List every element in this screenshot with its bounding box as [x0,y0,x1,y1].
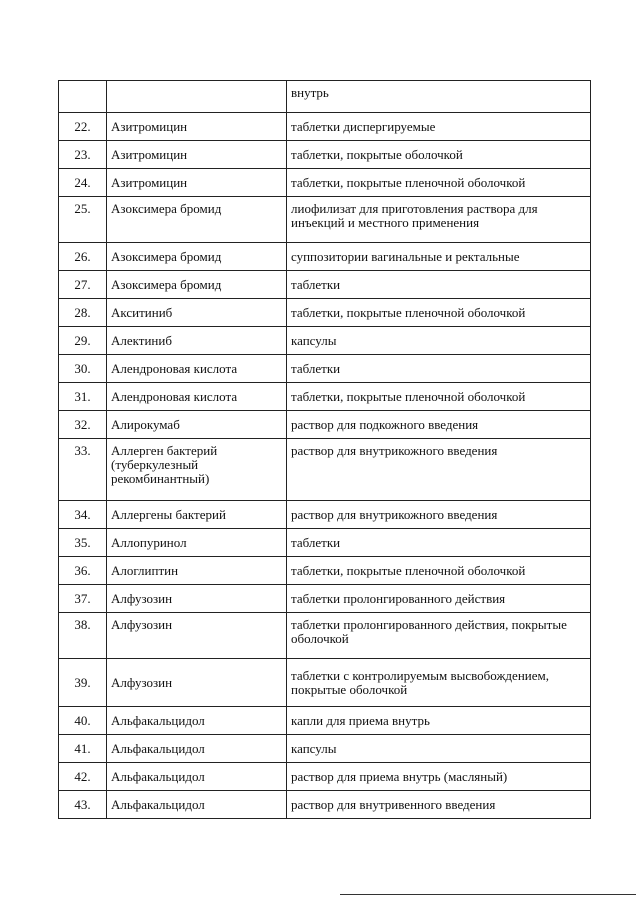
table-row [59,659,591,707]
row-number-cell: 26. [59,243,107,271]
footer-rule [340,894,636,895]
dosage-form-cell: внутрь [287,81,591,113]
table-row [59,585,591,613]
table-row [59,411,591,439]
dosage-form-cell: раствор для приема внутрь (масляный) [287,763,591,791]
dosage-form-cell: капсулы [287,735,591,763]
table-row [59,613,591,659]
table-row [59,271,591,299]
drug-name-cell: Алфузозин [107,613,287,659]
table-row [59,327,591,355]
dosage-form-cell: раствор для подкожного введения [287,411,591,439]
dosage-form-cell: таблетки, покрытые пленочной оболочкой [287,299,591,327]
row-number-cell: 33. [59,439,107,501]
table-row [59,81,591,113]
row-number-cell: 40. [59,707,107,735]
table-row [59,383,591,411]
table-row [59,791,591,819]
drug-name-cell: Азоксимера бромид [107,243,287,271]
row-number-cell: 42. [59,763,107,791]
row-number-cell: 27. [59,271,107,299]
dosage-form-cell: раствор для внутрикожного введения [287,501,591,529]
row-number-cell: 23. [59,141,107,169]
dosage-form-cell: таблетки пролонгированного действия, покрытые оболочкой [287,613,591,659]
drug-name-cell: Алендроновая кислота [107,383,287,411]
row-number-cell: 28. [59,299,107,327]
table-row [59,439,591,501]
table-row [59,735,591,763]
dosage-form-cell: таблетки пролонгированного действия [287,585,591,613]
drug-name-cell: Альфакальцидол [107,791,287,819]
row-number-cell: 37. [59,585,107,613]
dosage-form-cell: таблетки с контролируемым высвобождением, покрытые оболочкой [287,659,591,707]
row-number-cell: 43. [59,791,107,819]
drug-name-cell: Алфузозин [107,585,287,613]
drug-name-cell: Альфакальцидол [107,707,287,735]
drug-name-cell: Альфакальцидол [107,763,287,791]
table-row [59,557,591,585]
row-number-cell: 25. [59,197,107,243]
row-number-cell: 41. [59,735,107,763]
dosage-form-cell: таблетки, покрытые пленочной оболочкой [287,383,591,411]
dosage-form-cell: таблетки [287,529,591,557]
dosage-form-cell: раствор для внутривенного введения [287,791,591,819]
drug-name-cell: Алектиниб [107,327,287,355]
dosage-form-cell: таблетки [287,271,591,299]
dosage-form-cell: таблетки [287,355,591,383]
dosage-form-cell: таблетки, покрытые пленочной оболочкой [287,169,591,197]
table-row [59,299,591,327]
row-number-cell: 32. [59,411,107,439]
table-row [59,355,591,383]
row-number-cell: 38. [59,613,107,659]
row-number-cell: 29. [59,327,107,355]
drug-name-cell: Азитромицин [107,169,287,197]
drug-name-cell: Аллергены бактерий [107,501,287,529]
table-row [59,763,591,791]
row-number-cell [59,81,107,113]
drug-name-cell: Аллопуринол [107,529,287,557]
row-number-cell: 34. [59,501,107,529]
drug-name-cell: Азоксимера бромид [107,271,287,299]
row-number-cell: 35. [59,529,107,557]
row-number-cell: 39. [59,659,107,707]
drug-name-cell: Азитромицин [107,113,287,141]
drug-name-cell: Алфузозин [107,659,287,707]
drug-name-cell: Акситиниб [107,299,287,327]
drug-name-cell: Азоксимера бромид [107,197,287,243]
dosage-form-cell: таблетки, покрытые пленочной оболочкой [287,557,591,585]
drug-name-cell: Альфакальцидол [107,735,287,763]
drug-name-cell [107,81,287,113]
dosage-form-cell: таблетки диспергируемые [287,113,591,141]
table-row [59,197,591,243]
drug-name-cell: Алендроновая кислота [107,355,287,383]
dosage-form-cell: раствор для внутрикожного введения [287,439,591,501]
dosage-form-cell: таблетки, покрытые оболочкой [287,141,591,169]
row-number-cell: 30. [59,355,107,383]
table-row [59,707,591,735]
drug-list-body [59,81,591,819]
row-number-cell: 31. [59,383,107,411]
table-row [59,501,591,529]
table-row [59,529,591,557]
drug-name-cell: Азитромицин [107,141,287,169]
dosage-form-cell: суппозитории вагинальные и ректальные [287,243,591,271]
dosage-form-cell: лиофилизат для приготовления раствора для инъекций и местного применения [287,197,591,243]
drug-list-table [58,80,591,819]
table-row [59,243,591,271]
table-row [59,169,591,197]
dosage-form-cell: капли для приема внутрь [287,707,591,735]
table-row [59,113,591,141]
row-number-cell: 24. [59,169,107,197]
row-number-cell: 22. [59,113,107,141]
drug-name-cell: Аллерген бактерий (туберкулезный рекомбинантный) [107,439,287,501]
row-number-cell: 36. [59,557,107,585]
drug-name-cell: Алирокумаб [107,411,287,439]
drug-name-cell: Алоглиптин [107,557,287,585]
table-row [59,141,591,169]
dosage-form-cell: капсулы [287,327,591,355]
